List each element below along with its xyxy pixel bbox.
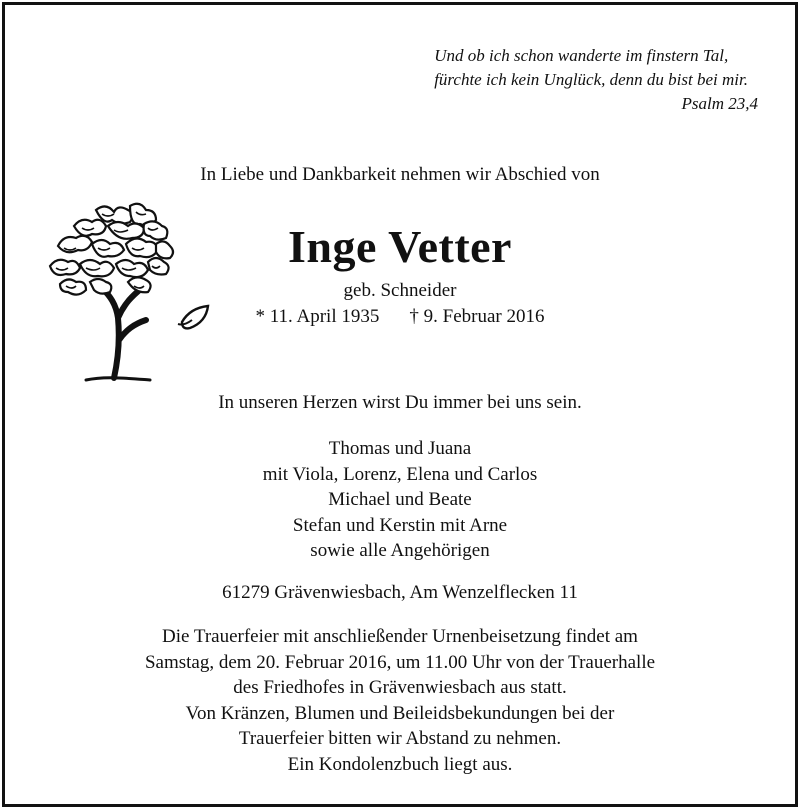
remembrance-line: In unseren Herzen wirst Du immer bei uns sein. bbox=[218, 392, 582, 413]
motto-line-2: fürchte ich kein Unglück, denn du bist bei mir. bbox=[434, 70, 748, 89]
motto-reference: Psalm 23,4 bbox=[681, 94, 758, 113]
mourner-line: Thomas und Juana bbox=[328, 438, 472, 459]
mourners-list bbox=[0, 436, 800, 564]
birth-name: geb. Schneider bbox=[343, 280, 457, 301]
intro-text: In Liebe und Dankbarkeit nehmen wir Abschied von bbox=[200, 164, 600, 185]
life-dates bbox=[0, 306, 800, 328]
mourner-line: mit Viola, Lorenz, Elena und Carlos bbox=[262, 463, 538, 485]
psalm-motto bbox=[434, 44, 758, 116]
mourner-line: Michael und Beate bbox=[328, 489, 472, 510]
funeral-notice bbox=[0, 624, 800, 777]
notice-line: Ein Kondolenzbuch liegt aus. bbox=[287, 753, 513, 775]
notice-line: Samstag, dem 20. Februar 2016, um 11.00 Uhr von der Trauerhalle bbox=[144, 651, 656, 673]
mourner-line: sowie alle Angehörigen bbox=[310, 540, 490, 561]
family-address: 61279 Grävenwiesbach, Am Wenzelflecken 11 bbox=[222, 582, 578, 603]
deceased-name: Inge Vetter bbox=[288, 221, 512, 272]
death-date: † 9. Februar 2016 bbox=[409, 306, 545, 327]
birth-date: * 11. April 1935 bbox=[255, 306, 380, 327]
mourner-line: Stefan und Kerstin mit Arne bbox=[292, 514, 508, 536]
notice-line: Trauerfeier bitten wir Abstand zu nehmen. bbox=[238, 728, 562, 749]
notice-line: Die Trauerfeier mit anschließender Urnenbeisetzung findet am bbox=[162, 626, 638, 647]
motto-line-1: Und ob ich schon wanderte im finstern Tal, bbox=[434, 46, 729, 65]
notice-line: Von Kränzen, Blumen und Beileidsbekundungen bei der bbox=[185, 702, 615, 724]
notice-line: des Friedhofes in Grävenwiesbach aus statt. bbox=[233, 677, 567, 698]
